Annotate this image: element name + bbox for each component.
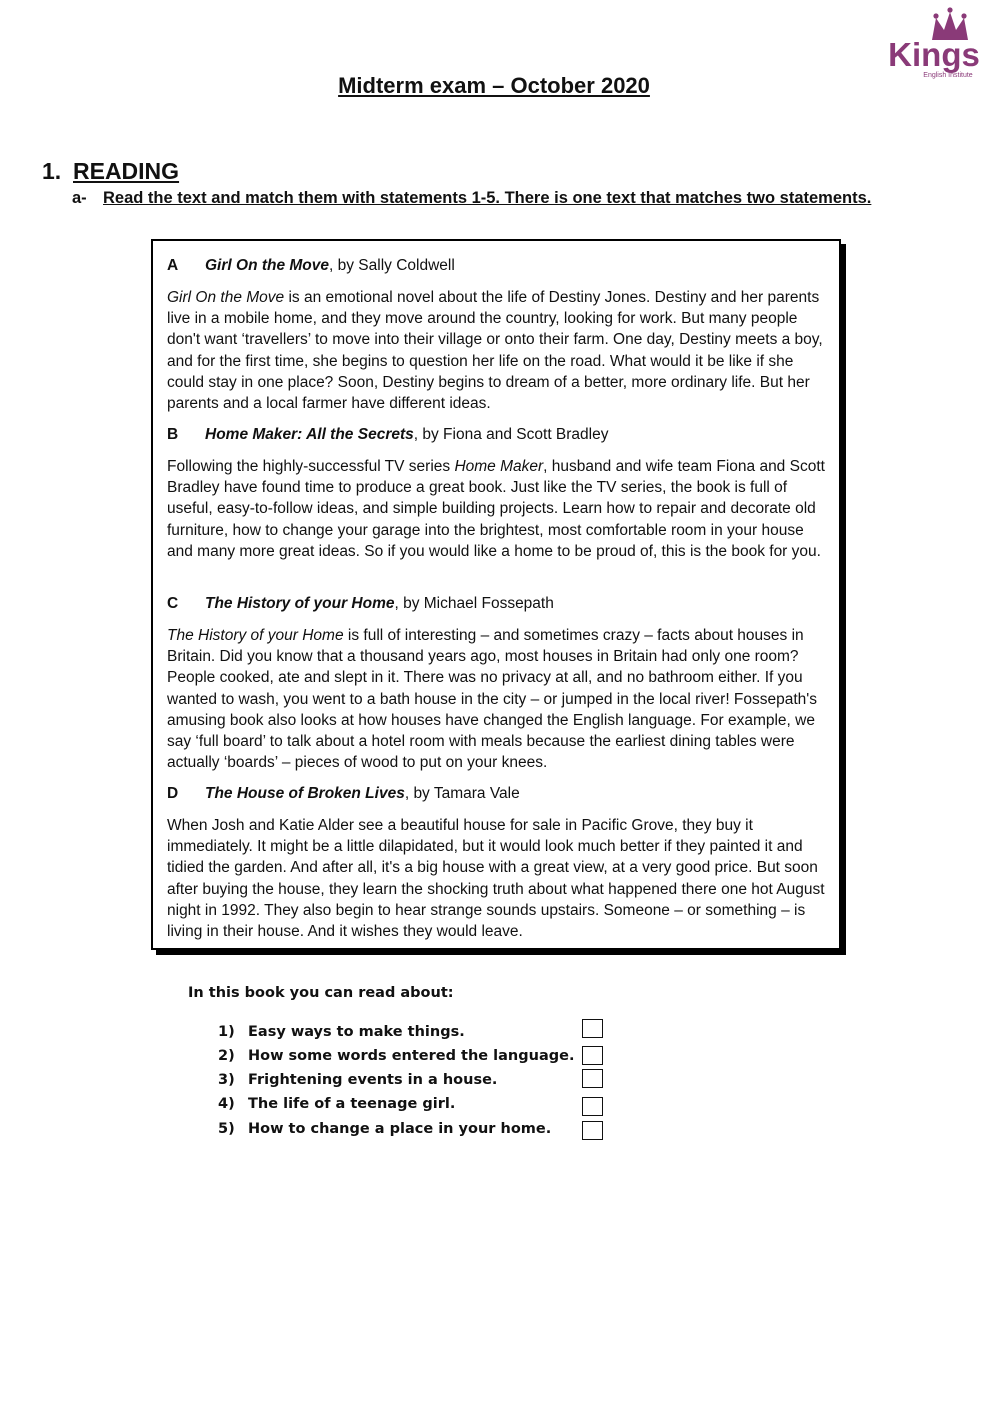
entry-letter: D xyxy=(167,785,179,802)
section-title: READING xyxy=(73,158,180,184)
book-title: Home Maker: All the Secrets xyxy=(205,426,414,443)
statement-4 xyxy=(218,1096,455,1120)
answer-checkbox-2[interactable] xyxy=(582,1046,603,1065)
book-author: , by Tamara Vale xyxy=(404,785,520,802)
statement-text: The life of a teenage girl. xyxy=(248,1096,456,1112)
section-number: 1. xyxy=(42,158,62,184)
statement-text: How to change a place in your home. xyxy=(248,1121,552,1137)
body-text: is full of interesting – and sometimes crazy – facts about houses in Britain. Did you know that a thousand years ago, most houses in Britain had only one room? People cooked, ate and slept in it. There was no privacy at all, and no bathroom either. If you wanted to wash, you went to a bath house in the city – or jumped in the local river! Fossepath's amusing book also looks at how houses have changed the English language. For example, we say ‘full board’ to talk about a hotel room with meals because the earliest dining tables were actually ‘boards’ – pieces of wood to put on your knees. xyxy=(167,627,818,772)
entry-letter: A xyxy=(167,257,179,274)
entry-heading xyxy=(167,784,831,804)
text-entry-b xyxy=(167,425,831,562)
entry-heading xyxy=(167,594,831,614)
instruction-text: Read the text and match them with statements 1-5. There is one text that matches two statements. xyxy=(103,189,872,207)
statement-1 xyxy=(218,1024,465,1048)
logo-subtitle: English Institute xyxy=(923,72,973,79)
entry-body xyxy=(167,456,831,562)
answer-checkbox-5[interactable] xyxy=(582,1121,603,1140)
entry-letter: B xyxy=(167,426,179,443)
body-book-title: The History of your Home xyxy=(167,627,344,644)
statement-2 xyxy=(218,1048,574,1072)
book-author: , by Michael Fossepath xyxy=(394,595,554,612)
entry-body xyxy=(167,287,831,414)
text-entry-c xyxy=(167,594,831,773)
answer-checkbox-4[interactable] xyxy=(582,1097,603,1116)
body-text: , husband and wife team Fiona and Scott Bradley have found time to produce a great book. Just like the TV series, the book is full of useful, easy-to-follow ideas, and simple building projects. Learn how to repair and decorate old furniture, how to change your garage into the brightest, most comfortable room in your house and many more great ideas. So if you would like a home to be proud of, this is the book for you. xyxy=(167,458,825,560)
statement-5 xyxy=(218,1121,551,1145)
reading-texts-box xyxy=(151,239,841,950)
text-entry-a xyxy=(167,256,831,414)
answer-checkbox-3[interactable] xyxy=(582,1069,603,1088)
question-prompt: In this book you can read about: xyxy=(188,985,454,1001)
entry-body xyxy=(167,625,831,773)
text-entry-d xyxy=(167,784,831,942)
entry-heading xyxy=(167,425,831,445)
entry-body xyxy=(167,815,831,942)
entry-heading xyxy=(167,256,831,276)
statement-text: Easy ways to make things. xyxy=(248,1024,465,1040)
book-title: Girl On the Move xyxy=(205,257,330,274)
statement-number: 2) xyxy=(218,1048,235,1064)
entry-letter: C xyxy=(167,595,179,612)
answer-checkbox-1[interactable] xyxy=(582,1019,603,1038)
page-title: Midterm exam – October 2020 xyxy=(338,73,650,98)
statement-number: 3) xyxy=(218,1072,235,1088)
instruction-letter: a- xyxy=(72,189,87,207)
body-book-title: Girl On the Move xyxy=(167,289,285,306)
body-book-title: Home Maker xyxy=(454,458,544,475)
body-text-intro: Following the highly-successful TV series xyxy=(167,458,455,475)
statement-text: Frightening events in a house. xyxy=(248,1072,498,1088)
statement-text: How some words entered the language. xyxy=(248,1048,575,1064)
body-text: When Josh and Katie Alder see a beautiful house for sale in Pacific Grove, they buy it immediately. It might be a little dilapidated, but it would look much better if they painted it and tidied the garden. And after all, it's a big house with a great view, at a very good price. But soon after buying the house, they learn the shocking truth about what happened there one hot August night in 1992. They also begin to hear strange sounds upstairs. Someone – or something – is living in their house. And it wishes they would leave. xyxy=(167,817,825,941)
statement-number: 1) xyxy=(218,1024,235,1040)
statement-3 xyxy=(218,1072,497,1096)
logo-text: Kings xyxy=(888,36,980,73)
book-title: The House of Broken Lives xyxy=(205,785,405,802)
body-text: is an emotional novel about the life of Destiny Jones. Destiny and her parents live in a mobile home, and they move around the country, looking for work. But many people don't want ‘travellers’ to move into their village or onto their farm. One day, Destiny meets a boy, and for the first time, she begins to question her life on the road. What would it be like if she could stay in one place? Soon, Destiny begins to dream of a better, more ordinary life. But her parents and a local farmer have different ideas. xyxy=(167,289,823,413)
statement-number: 5) xyxy=(218,1121,235,1137)
statement-number: 4) xyxy=(218,1096,235,1112)
book-author: , by Sally Coldwell xyxy=(329,257,455,274)
book-author: , by Fiona and Scott Bradley xyxy=(413,426,609,443)
book-title: The History of your Home xyxy=(205,595,395,612)
